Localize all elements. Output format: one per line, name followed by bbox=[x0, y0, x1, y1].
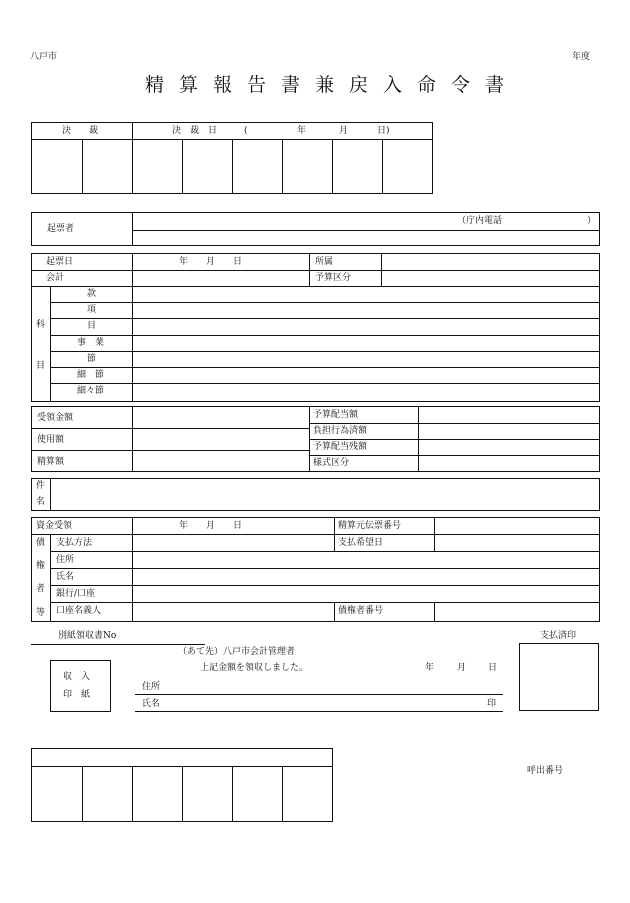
day-label: 日) bbox=[377, 126, 390, 136]
budget-class-label: 予算区分 bbox=[315, 273, 352, 283]
subject-name-box bbox=[31, 478, 600, 511]
amounts-box bbox=[31, 406, 600, 472]
subject-row: 細 節 bbox=[77, 370, 105, 380]
burden-done-label: 負担行為済額 bbox=[313, 426, 368, 436]
drafter-label: 起票者 bbox=[47, 224, 75, 234]
subject-side-bottom: 目 bbox=[36, 361, 46, 371]
call-number-label: 呼出番号 bbox=[527, 766, 564, 776]
approval-box bbox=[31, 122, 433, 194]
creditor-no-label: 債権者番号 bbox=[338, 606, 384, 616]
used-amount-label: 使用額 bbox=[37, 435, 65, 445]
holder-label: 口座名義人 bbox=[56, 606, 102, 616]
received-amount-label: 受領金額 bbox=[37, 413, 74, 423]
pay-method-label: 支払方法 bbox=[56, 538, 93, 548]
subject-row: 節 bbox=[87, 354, 97, 364]
phone-label: （庁内電話 bbox=[457, 216, 503, 226]
drafter-box bbox=[31, 212, 600, 246]
budget-alloc-label: 予算配当額 bbox=[313, 410, 359, 420]
seal-label: 印 bbox=[487, 699, 497, 709]
month-label: 月 bbox=[339, 126, 349, 136]
fiscal-year-label: 年度 bbox=[572, 52, 591, 62]
page-title: 精算報告書兼戻入命令書 bbox=[145, 74, 520, 96]
fund-received-label: 資金受領 bbox=[36, 521, 73, 531]
year-label: 年 bbox=[297, 126, 307, 136]
receipt-day: 日 bbox=[488, 663, 498, 673]
subject-name-label-top: 件 bbox=[36, 481, 46, 491]
receipt-address-label: 住所 bbox=[142, 682, 161, 692]
subject-row: 細々節 bbox=[77, 386, 105, 396]
kessai-label: 決 裁 bbox=[62, 126, 99, 136]
budget-balance-label: 予算配当残額 bbox=[313, 442, 368, 452]
orig-slip-label: 精算元伝票番号 bbox=[338, 521, 402, 531]
info-box bbox=[31, 253, 600, 402]
dept-label: 所属 bbox=[315, 257, 334, 267]
subject-row: 事 業 bbox=[77, 338, 105, 348]
paid-stamp-label: 支払済印 bbox=[540, 631, 577, 641]
subject-row: 款 bbox=[87, 289, 97, 299]
draft-date-label: 起票日 bbox=[46, 257, 74, 267]
account-label: 会計 bbox=[46, 273, 65, 283]
fund-received-date: 年 月 日 bbox=[179, 521, 243, 531]
received-text: 上記金額を領収しました。 bbox=[200, 663, 309, 673]
revenue-stamp-top: 収 入 bbox=[63, 672, 91, 682]
revenue-stamp-bottom: 印 紙 bbox=[63, 690, 91, 700]
creditor-side: 権 bbox=[36, 561, 46, 571]
subject-side-top: 科 bbox=[36, 320, 46, 330]
receipt-year: 年 bbox=[425, 663, 435, 673]
creditor-side: 者 bbox=[36, 584, 46, 594]
bank-label: 銀行/口座 bbox=[56, 589, 96, 599]
form-class-label: 様式区分 bbox=[313, 458, 350, 468]
city-label: 八戸市 bbox=[30, 52, 58, 62]
separate-receipt-label: 別紙領収書No bbox=[58, 631, 117, 641]
settled-amount-label: 精算額 bbox=[37, 457, 65, 467]
creditor-box bbox=[31, 517, 600, 622]
creditor-side: 等 bbox=[36, 608, 46, 618]
paren-open: ( bbox=[244, 126, 248, 136]
receipt-month: 月 bbox=[457, 663, 467, 673]
kessai-date-label: 決 裁 日 bbox=[172, 126, 218, 136]
phone-close: ） bbox=[587, 216, 597, 226]
addressee-text: （あて先）八戸市会計管理者 bbox=[178, 647, 296, 657]
paid-stamp-box bbox=[519, 643, 599, 711]
receipt-name-label: 氏名 bbox=[142, 699, 161, 709]
creditor-side: 債 bbox=[36, 538, 46, 548]
name-label: 氏名 bbox=[56, 572, 75, 582]
bottom-grid bbox=[31, 748, 333, 822]
address-label: 住所 bbox=[56, 555, 75, 565]
subject-name-label-bottom: 名 bbox=[36, 497, 46, 507]
subject-row: 目 bbox=[87, 321, 97, 331]
revenue-stamp-box bbox=[50, 660, 111, 712]
draft-date-value: 年 月 日 bbox=[179, 257, 243, 267]
subject-row: 項 bbox=[87, 305, 97, 315]
pay-wish-label: 支払希望日 bbox=[338, 538, 384, 548]
